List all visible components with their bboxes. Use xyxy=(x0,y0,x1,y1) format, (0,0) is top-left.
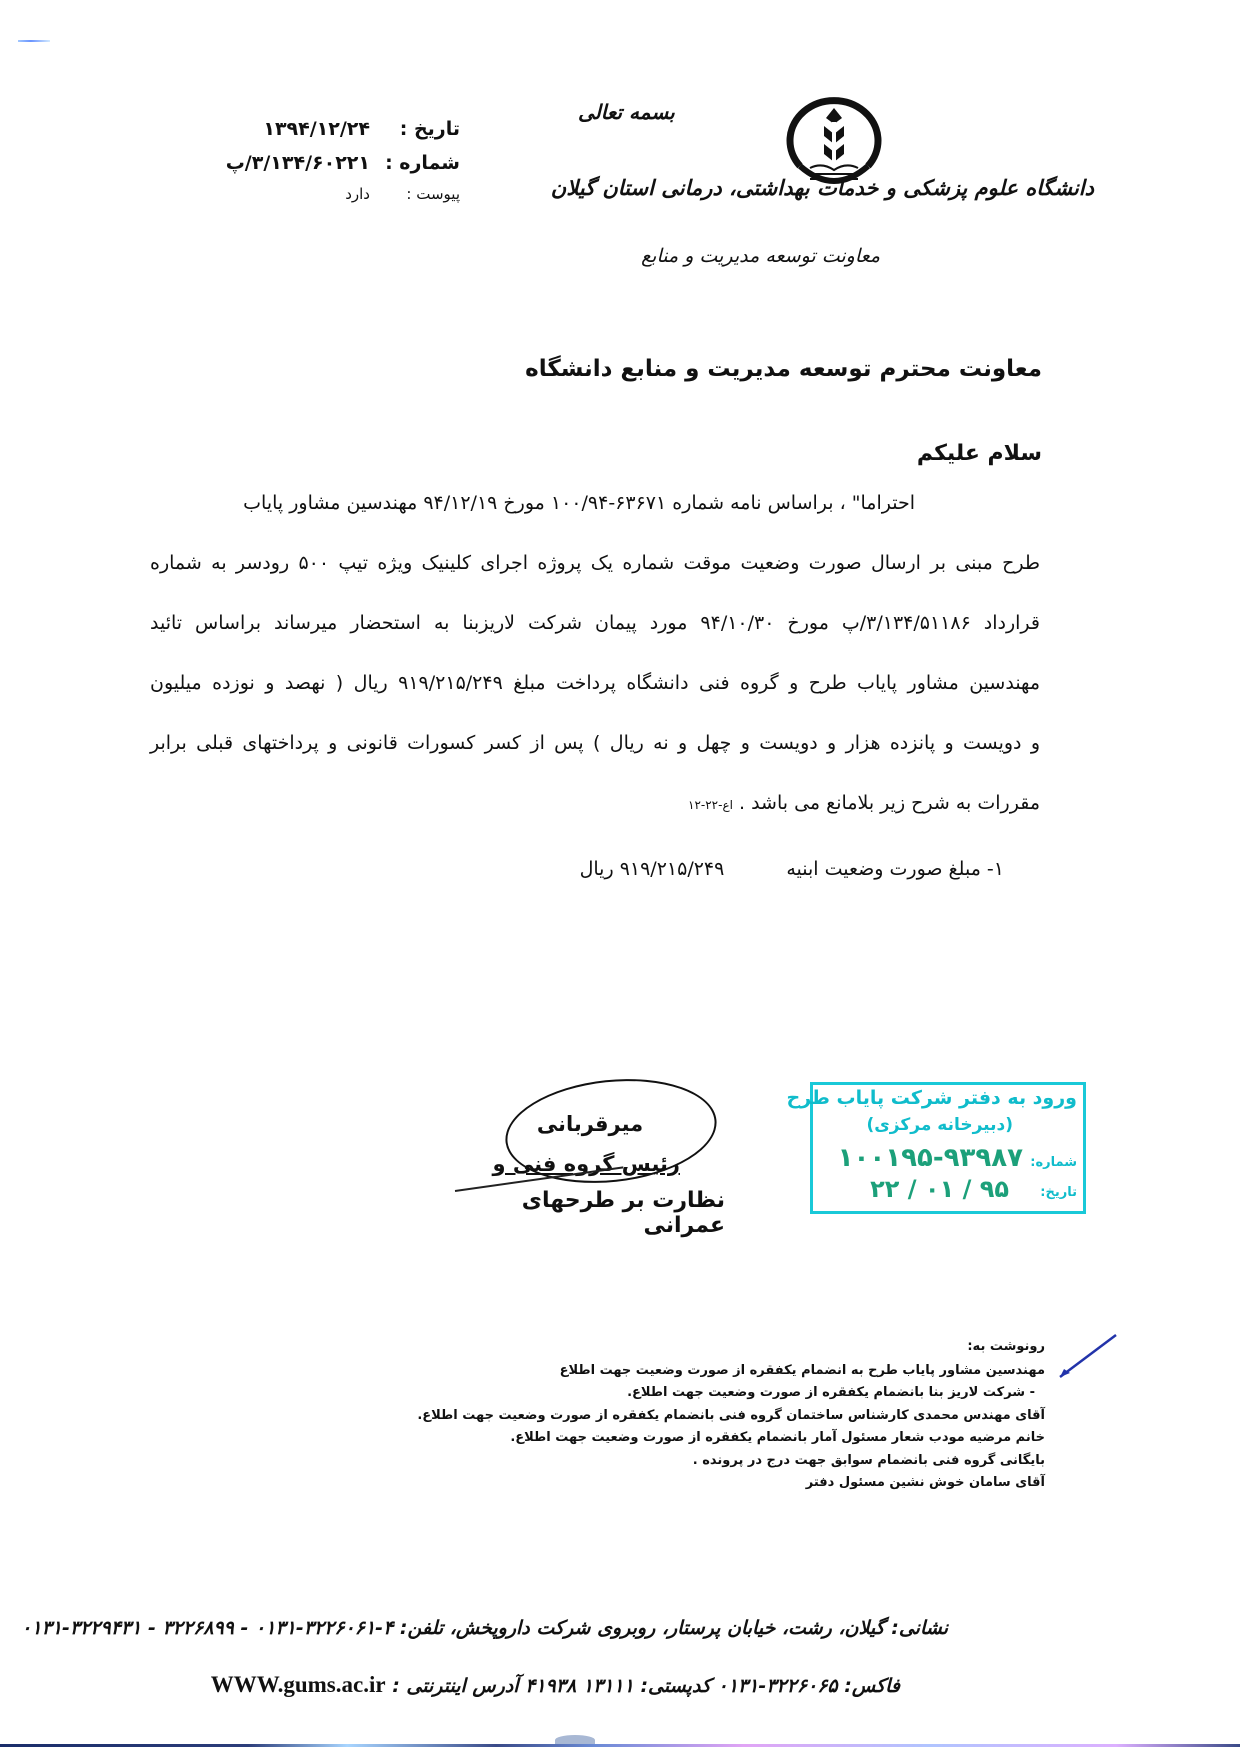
item-label: ۱- مبلغ صورت وضعیت ابنیه xyxy=(786,858,1004,880)
stamp-date-label: تاریخ: xyxy=(1040,1185,1077,1200)
cc-item: آقای سامان خوش نشین مسئول دفتر xyxy=(805,1475,1045,1490)
cc-item: - شرکت لاریز بنا بانضمام یکفقره از صورت وضعیت جهت اطلاع. xyxy=(627,1385,1035,1400)
university-name: دانشگاه علوم پزشکی و خدمات بهداشتی، درمانی استان گیلان xyxy=(550,176,1094,200)
body-line: احتراما" ، براساس نامه شماره ۶۳۶۷۱-۱۰۰/۹۴ مورخ ۹۴/۱۲/۱۹ مهندسین مشاور پایاب xyxy=(243,492,915,514)
stamp-number-label: شماره: xyxy=(1030,1155,1077,1170)
body-line: قرارداد ۳/۱۳۴/۵۱۱۸۶/پ مورخ ۹۴/۱۰/۳۰ مورد پیمان شرکت لاریزبنا به استحضار میرساند براساس تائید xyxy=(150,612,1040,634)
letter-body xyxy=(150,484,1040,844)
stamp-subtitle: (دبیرخانه مرکزی) xyxy=(866,1115,1013,1135)
cc-item: آقای مهندس محمدی کارشناس ساختمان گروه فنی بانضمام یکفقره از صورت وضعیت جهت اطلاع. xyxy=(417,1407,1045,1423)
date-label: تاریخ : xyxy=(399,118,460,140)
department-name: معاونت توسعه مدیریت و منابع xyxy=(641,245,880,267)
cc-item: خانم مرضیه مودب شعار مسئول آمار بانضمام یکفقره از صورت وضعیت جهت اطلاع. xyxy=(510,1430,1045,1445)
attachment-value: دارد xyxy=(345,185,370,203)
stamp-title: ورود به دفتر شرکت پایاب طرح xyxy=(786,1087,1077,1109)
payment-item xyxy=(580,858,1004,880)
date-value: ۱۳۹۴/۱۲/۲۴ xyxy=(263,118,370,140)
letter-meta xyxy=(220,112,460,208)
attachment-label: پیوست : xyxy=(406,185,460,203)
body-line: مهندسین مشاور پایاب طرح و گروه فنی دانشگاه پرداخت مبلغ ۹۱۹/۲۱۵/۲۴۹ ریال ( نهصد و نوزده میلیون xyxy=(150,672,1040,694)
receipt-stamp xyxy=(786,1082,1086,1214)
footer-fax-postal: فاکس: ۳۲۲۶۰۶۵-۰۱۳۱ کدپستی: ۱۳۱۱۱ ۴۱۹۳۸ آدرس اینترنتی : xyxy=(392,1675,900,1697)
number-row xyxy=(220,146,460,180)
signatory-title: رئیس گروه فنی و xyxy=(492,1152,680,1176)
signatory-name: میرقربانی xyxy=(536,1112,644,1136)
reference-code: اع-۲۲-۱۲ xyxy=(688,798,733,812)
date-row xyxy=(220,112,460,146)
footer-address: نشانی: گیلان، رشت، خیابان پرستار، روبروی شرکت داروپخش، تلفن: ۴-۳۲۲۶۰۶۱-۰۱۳۱ - ۳۲۲۶۸۹۹ - ۳۲۲۹۴۳۱-۰۱۳۱ xyxy=(21,1617,948,1639)
attachment-row xyxy=(220,180,460,208)
greeting: سلام علیکم xyxy=(916,441,1042,466)
body-line-last xyxy=(150,784,1040,844)
carbon-copy-list xyxy=(345,1336,1045,1495)
body-line: طرح مبنی بر ارسال صورت وضعیت موقت شماره یک پروژه اجرای کلینیک ویژه تیپ ۵۰۰ رودسر به شماره xyxy=(150,552,1040,574)
stamp-number-value: ۱۰۰۱۹۵-۹۳۹۸۷ xyxy=(837,1143,1023,1173)
cc-item: بایگانی گروه فنی بانضمام سوابق جهت درج در پرونده . xyxy=(692,1452,1045,1468)
signatory-title-2: نظارت بر طرحهای عمرانی xyxy=(521,1188,725,1238)
body-line: و دویست و پانزده هزار و دویست و چهل و نه ریال ) پس از کسر کسورات قانونی و پرداختهای قبلی برابر xyxy=(150,732,1040,754)
checkmark-icon xyxy=(1054,1333,1118,1381)
website-link[interactable]: WWW.gums.ac.ir xyxy=(210,1672,386,1697)
stamp-date-value: ۲۲ / ۰۱ / ۹۵ xyxy=(870,1175,1009,1203)
footer-contact xyxy=(210,1672,900,1698)
number-label: شماره : xyxy=(385,152,460,174)
scan-artifact xyxy=(18,40,50,42)
number-value: ۳/۱۳۴/۶۰۲۲۱/پ xyxy=(225,152,370,174)
cc-heading: رونوشت به: xyxy=(967,1339,1045,1354)
letterhead-motto: بسمه تعالی xyxy=(578,100,675,124)
footer-rule xyxy=(0,1744,1240,1747)
item-amount: ۹۱۹/۲۱۵/۲۴۹ ریال xyxy=(579,858,725,880)
cc-item: مهندسین مشاور پایاب طرح به انضمام یکفقره از صورت وضعیت جهت اطلاع xyxy=(559,1362,1045,1378)
addressee: معاونت محترم توسعه مدیریت و منابع دانشگاه xyxy=(525,356,1042,382)
body-line: مقررات به شرح زیر بلامانع می باشد . xyxy=(739,792,1040,814)
